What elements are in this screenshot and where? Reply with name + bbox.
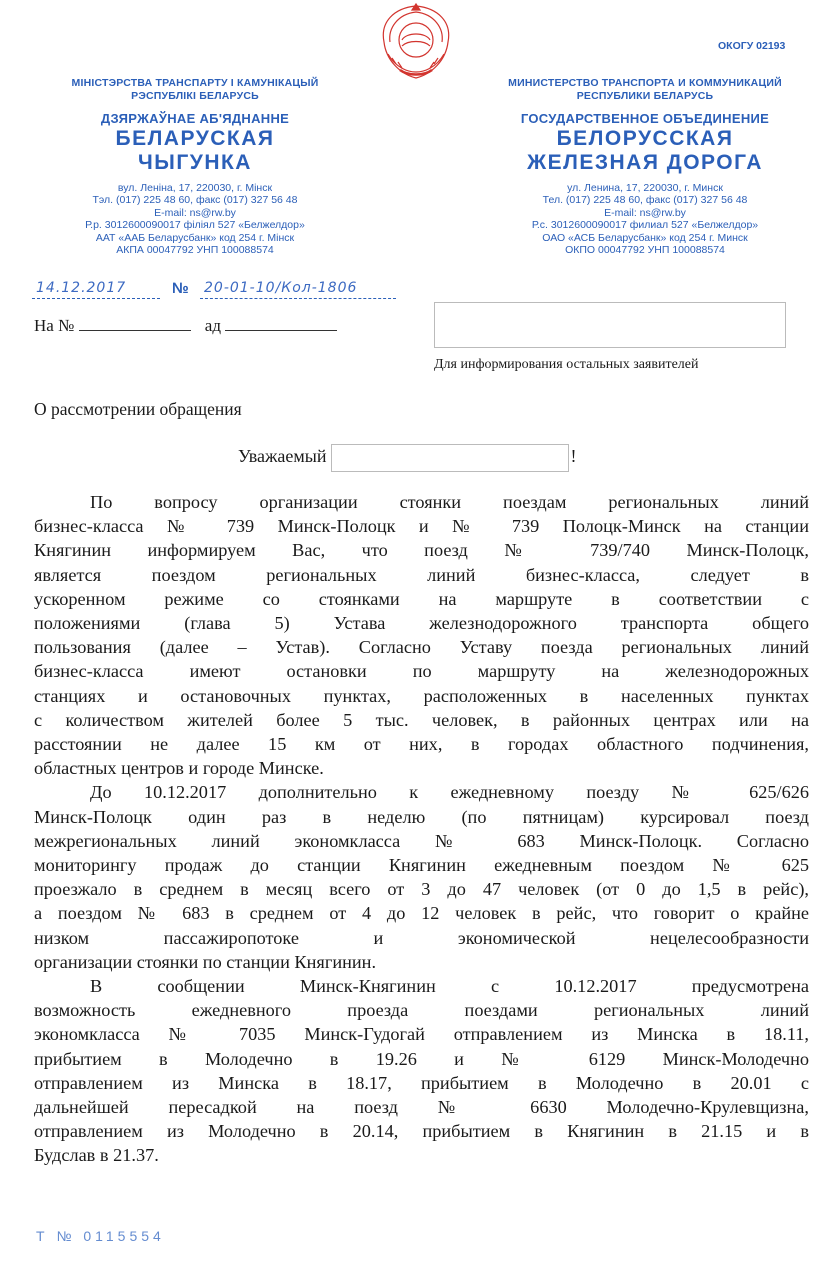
body-line: возможность ежедневного проезда поездами региональных линий [34,1000,809,1021]
body-paragraph [34,780,809,974]
body-line: бизнес-класса № 739 Минск-Полоцк и № 739 Полоцк-Минск на станции [34,516,809,537]
body-line: низком пассажиропотоке и экономической нецелесообразности [34,927,809,948]
body-line: Минск-Полоцк один раз в неделю (по пятницам) курсировал поезд [34,806,809,827]
org-name: БЕЛАРУСКАЯ [115,127,275,150]
body-line: По вопросу организации стоянки поездам региональных линий [90,492,809,512]
outgoing-reference [32,280,402,304]
org-address: ул. Ленина, 17, 220030, г. Минск [567,182,723,194]
date-underline [32,298,160,299]
number-underline [200,298,396,299]
body-line: бизнес-класса имеют остановки по маршруту на железнодорожных [34,661,809,682]
salutation-greeting: Уважаемый [238,446,327,467]
body-line: ускоренном режиме со стоянками на маршруте в соответствии с [34,588,809,609]
org-name: ЧЫГУНКА [138,151,252,174]
body-line: пользования (далее – Устав). Согласно Уставу поезда региональных линий [34,637,809,658]
body-paragraph [34,974,809,1168]
org-email: E-mail: ns@rw.by [154,206,236,219]
body-line: дальнейшей пересадкой на поезд № 6630 Молодечно-Крулевщизна, [34,1097,809,1118]
letter-body [34,490,809,1168]
incoming-number-label: На № [34,316,75,335]
outgoing-date: 14.12.2017 [36,280,127,296]
org-name: ЖЕЛЕЗНАЯ ДОРОГА [527,151,763,174]
incoming-date-blank [225,316,337,331]
letterhead-belarusian [30,77,360,256]
body-line: организации стоянки по станции Княгинин. [34,951,377,972]
body-line: До 10.12.2017 дополнительно к ежедневному поезду № 625/626 [90,782,809,803]
org-bank: ААТ «ААБ Беларусбанк» код 254 г. Мінск [95,231,295,244]
body-line: с количеством жителей более 5 тыс. человек, в районных центрах или на [34,709,809,730]
salutation [238,444,577,472]
incoming-reference [34,316,337,336]
letterhead-russian [480,77,810,256]
body-line: проезжало в среднем в месяц всего от 3 до 47 человек (от 0 до 1,5 в рейс), [34,879,809,900]
org-account: Р.с. 3012600090017 филиал 527 «Белжелдор» [531,219,759,232]
org-phone: Тел. (017) 225 48 60, факс (017) 327 56 48 [542,194,748,207]
incoming-date-label: ад [204,316,221,335]
body-line: экономкласса № 7035 Минск-Гудогай отправлением из Минска в 18.11, [34,1024,809,1045]
okogu-code: ОКОГУ 02193 [718,40,786,52]
body-line: станциях и остановочных пунктах, расположенных в населенных пунктах [34,685,809,706]
org-codes: ОКПО 00047792 УНП 100088574 [565,244,725,257]
number-sign: № [172,280,189,297]
body-line: а поездом № 683 в среднем от 4 до 12 человек в рейс, что говорит о крайне [34,903,809,924]
body-line: расстоянии не далее 15 км от них, в городах областного подчинения, [34,734,809,755]
body-line: отправлением из Минска в 18.17, прибытием в Молодечно в 20.01 с [34,1072,809,1093]
ministry-line: МІНІСТЭРСТВА ТРАНСПАРТУ І КАМУНІКАЦЫЙ [71,77,319,89]
org-address: вул. Леніна, 17, 220030, г. Мінск [117,182,273,194]
outgoing-number: 20-01-10/Кол-1806 [204,280,358,296]
org-type: ГОСУДАРСТВЕННОЕ ОБЪЕДИНЕНИЕ [520,111,770,126]
body-paragraph [34,490,809,780]
body-line: Будслав в 21.37. [34,1145,159,1166]
body-line: является поездом региональных линий бизнес-класса, следует в [34,564,809,585]
body-line: отправлением из Молодечно в 20.14, прибытием в Княгинин в 21.15 и в [34,1121,809,1142]
org-name: БЕЛОРУССКАЯ [556,127,734,150]
org-codes: АКПА 00047792 УНП 100088574 [116,244,274,257]
org-phone: Тэл. (017) 225 48 60, факс (017) 327 56 48 [92,194,298,207]
org-email: E-mail: ns@rw.by [604,206,686,219]
incoming-number-blank [79,316,191,331]
org-type: ДЗЯРЖАЎНАЕ АБ'ЯДНАННЕ [100,111,290,126]
body-line: В сообщении Минск-Княгинин с 10.12.2017 предусмотрена [90,976,809,997]
letter-subject: О рассмотрении обращения [34,399,242,419]
ministry-line: РЕСПУБЛИКИ БЕЛАРУСЬ [576,90,714,102]
body-line: положениями (глава 5) Устава железнодорожного транспорта общего [34,613,809,634]
body-line: мониторингу продаж до станции Княгинин ежедневным поездом № 625 [34,855,809,876]
body-line: областных центров и городе Минске. [34,758,324,779]
recipient-redacted-box [434,302,786,348]
salutation-exclamation: ! [570,446,577,467]
body-line: Княгинин информируем Вас, что поезд № 739/740 Минск-Полоцк, [34,540,809,561]
addressee-redacted-box [331,444,569,472]
org-account: Р.р. 3012600090017 філіял 527 «Белжелдор» [85,219,305,232]
org-bank: ОАО «АСБ Беларусбанк» код 254 г. Минск [542,231,748,244]
form-serial-number: Т № 0115554 [36,1228,165,1244]
ministry-line: МИНИСТЕРСТВО ТРАНСПОРТА И КОММУНИКАЦИЙ [508,77,782,89]
recipient-note: Для информирования остальных заявителей [434,357,699,372]
body-line: прибытием в Молодечно в 19.26 и № 6129 Минск-Молодечно [34,1048,809,1069]
body-line: межрегиональных линий экономкласса № 683 Минск-Полоцк. Согласно [34,830,809,851]
ministry-line: РЭСПУБЛІКІ БЕЛАРУСЬ [131,90,259,102]
state-emblem-icon [372,2,460,82]
